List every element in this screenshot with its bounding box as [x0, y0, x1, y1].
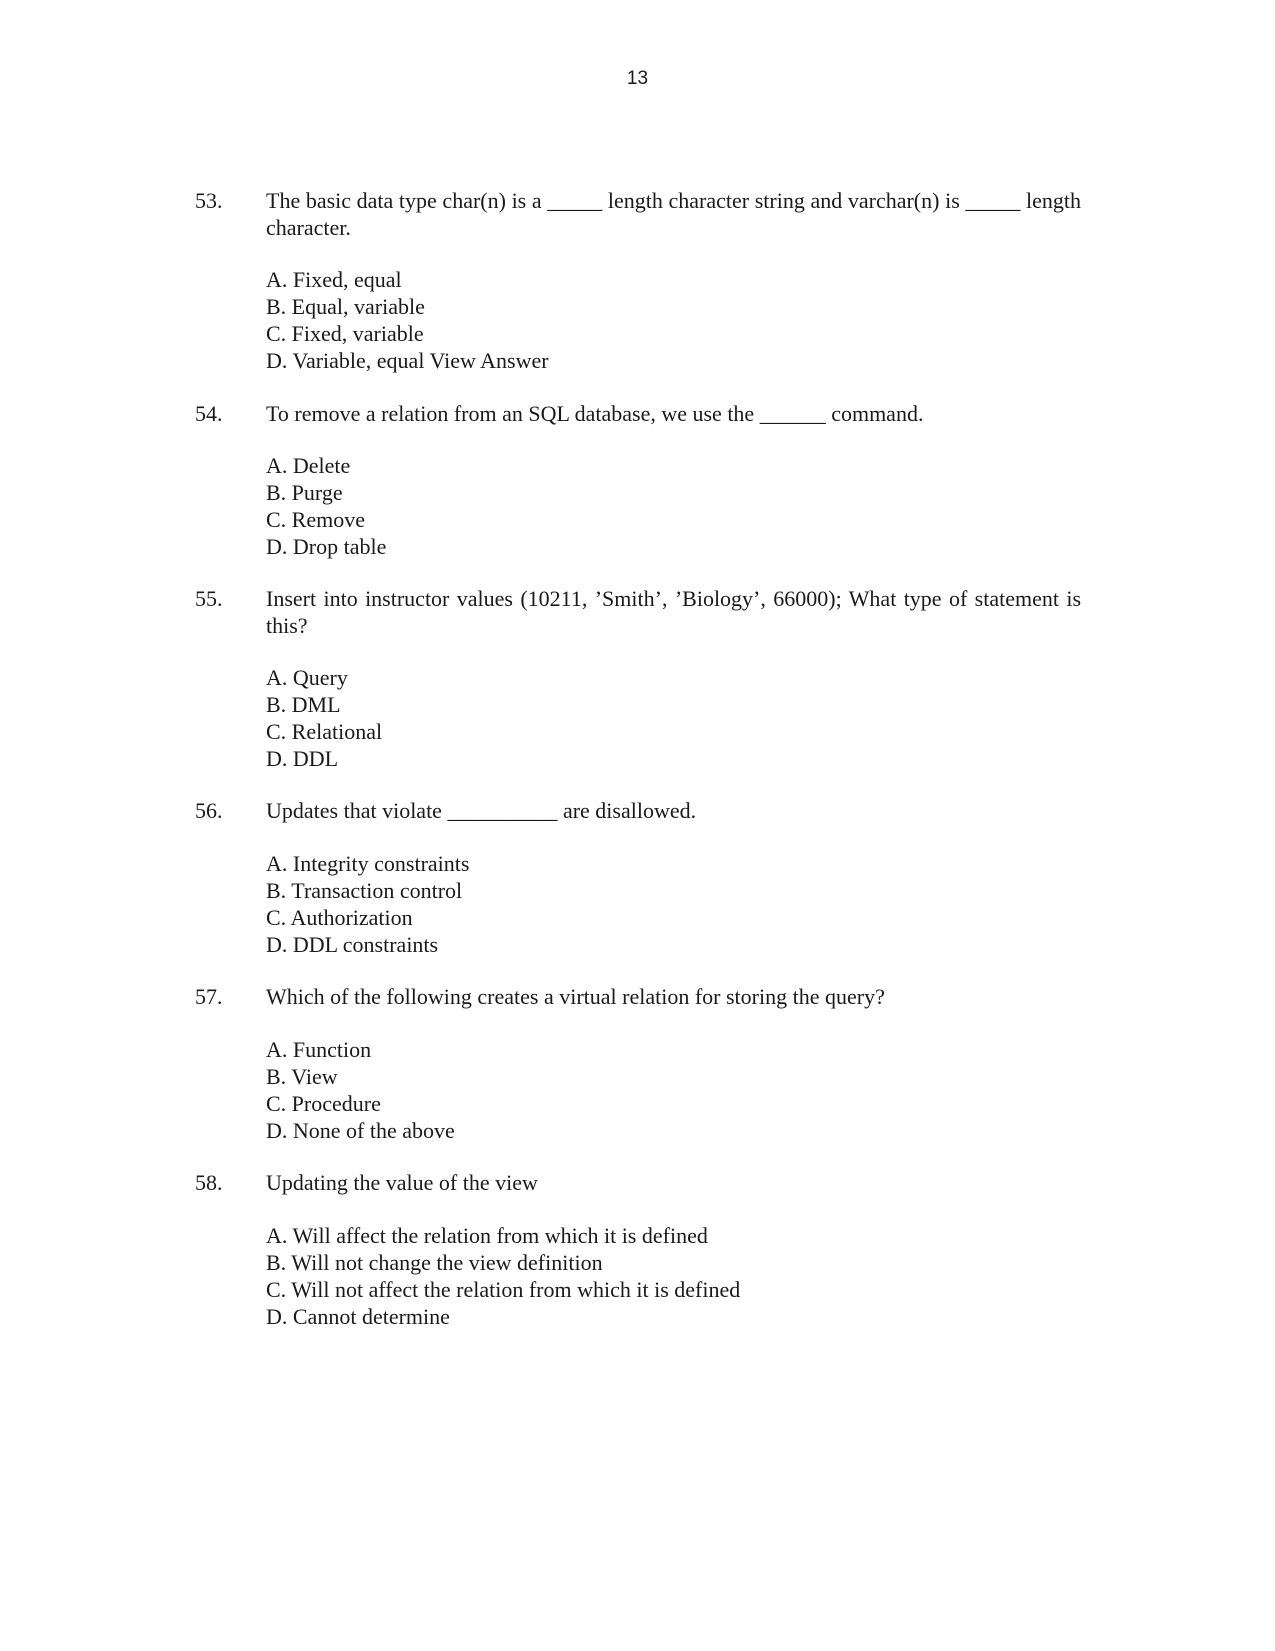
option-c: C. Procedure: [266, 1091, 381, 1116]
option-d: D. DDL constraints: [266, 932, 439, 957]
option-c: C. Relational: [266, 719, 383, 744]
options-58: [266, 1222, 740, 1330]
option-c: C. Fixed, variable: [266, 321, 424, 346]
option-d: D. None of the above: [266, 1118, 455, 1143]
option-d: D. Variable, equal View Answer: [266, 348, 549, 373]
option-b: B. Will not change the view definition: [266, 1250, 603, 1275]
page-number: 13: [626, 68, 649, 89]
option-c: C. Authorization: [266, 905, 413, 930]
option-c: C. Remove: [266, 507, 365, 532]
options-54: [266, 452, 386, 560]
options-57: [266, 1036, 455, 1144]
options-56: [266, 850, 469, 958]
question-number: 56.: [195, 798, 223, 823]
option-a: A. Function: [266, 1037, 372, 1062]
options-55: [266, 664, 382, 772]
option-b: B. Equal, variable: [266, 294, 425, 319]
question-number: 55.: [195, 586, 223, 611]
question-text: To remove a relation from an SQL database, we use the ______ command.: [266, 401, 924, 426]
question-text: Which of the following creates a virtual relation for storing the query?: [266, 984, 885, 1009]
option-d: D. Drop table: [266, 534, 387, 559]
option-d: D. Cannot determine: [266, 1304, 450, 1329]
option-a: A. Delete: [266, 453, 351, 478]
question-text: The basic data type char(n) is a _____ length character string and varchar(n) is _____ length character.: [266, 188, 1081, 240]
question-text: Updating the value of the view: [266, 1170, 538, 1195]
option-c: C. Will not affect the relation from which it is defined: [266, 1277, 741, 1302]
option-b: B. View: [266, 1064, 338, 1089]
option-b: B. Purge: [266, 480, 343, 505]
option-a: A. Fixed, equal: [266, 267, 402, 292]
question-text: Updates that violate __________ are disallowed.: [266, 798, 697, 823]
option-b: B. Transaction control: [266, 878, 463, 903]
question-number: 58.: [195, 1170, 223, 1195]
option-b: B. DML: [266, 692, 341, 717]
option-a: A. Will affect the relation from which it is defined: [266, 1223, 708, 1248]
question-number: 54.: [195, 401, 223, 426]
option-a: A. Query: [266, 665, 348, 690]
question-text: Insert into instructor values (10211, ’Smith’, ’Biology’, 66000); What type of statement is this?: [266, 586, 1081, 638]
options-53: [266, 266, 549, 374]
option-a: A. Integrity constraints: [266, 851, 470, 876]
question-number: 53.: [195, 188, 223, 213]
option-d: D. DDL: [266, 746, 339, 771]
question-number: 57.: [195, 984, 223, 1009]
